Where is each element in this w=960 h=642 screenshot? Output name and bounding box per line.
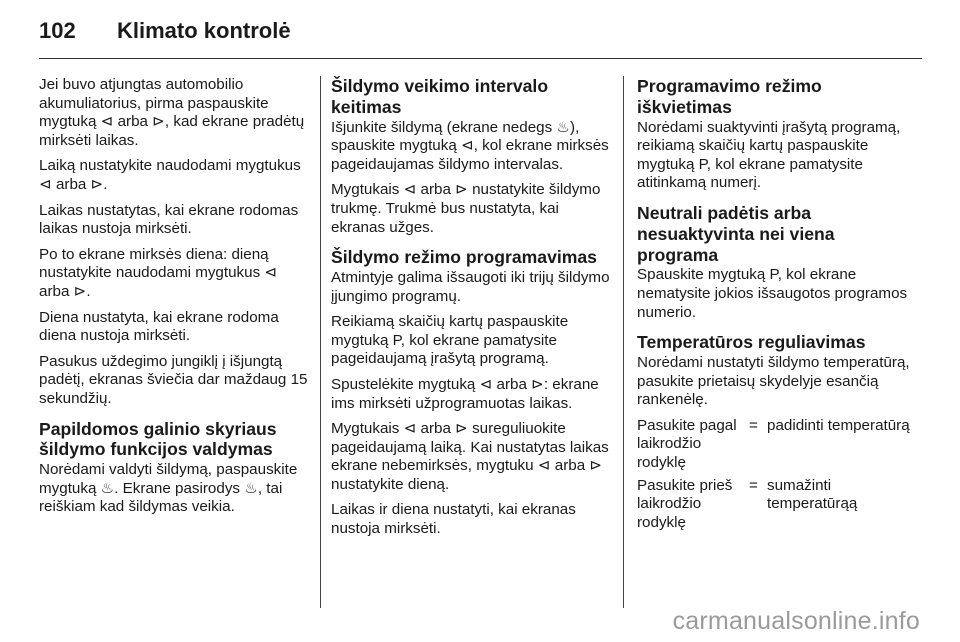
- section-heading: Papildomos galinio skyriaus šildymo funkcijos valdymas: [39, 418, 277, 460]
- paragraph: Išjunkite šildymą (ekrane nedegs ♨), spauskite mygtuką ⊲, kol ekrane mirksės pageidaujamas šildymo intervalas.: [331, 118, 609, 173]
- paragraph: Laiką nustatykite naudodami mygtukus ⊲ arba ⊳.: [39, 157, 301, 193]
- chapter-title: Klimato kontrolė: [117, 18, 291, 43]
- definition-list: [637, 417, 917, 533]
- paragraph: Laikas nustatytas, kai ekrane rodomas laikas nustoja mirksėti.: [39, 201, 299, 238]
- def-term: Pasukite pagal laikrodžio rodyklę: [637, 416, 737, 471]
- section-heading: Temperatūros reguliavimas: [637, 332, 866, 353]
- page-number: 102: [39, 18, 76, 43]
- section-heading: Programavimo režimo iškvietimas: [637, 76, 822, 117]
- def-term: Pasukite prieš laikrodžio rodyklę: [637, 476, 733, 531]
- page-header: [39, 18, 291, 48]
- paragraph: Norėdami suaktyvinti įrašytą programą, reikiamą skaičių kartų paspauskite mygtuką P, kol ekrane pamatysite atitinkamą numerį.: [637, 118, 901, 192]
- column-1: [39, 76, 311, 524]
- column-3: [637, 76, 917, 532]
- watermark: carmanualsonline.info: [672, 607, 920, 635]
- column-divider-2: [623, 76, 624, 608]
- paragraph: Atmintyje galima išsaugoti iki trijų šildymo įjungimo programų.: [331, 268, 610, 305]
- section-heading: Neutrali padėtis arba nesuaktyvinta nei viena programa: [637, 202, 835, 265]
- header-rule: [39, 58, 922, 59]
- paragraph: Spauskite mygtuką P, kol ekrane nematysite jokios išsaugotos programos numerio.: [637, 266, 908, 321]
- paragraph: Spustelėkite mygtuką ⊲ arba ⊳: ekrane ims mirksėti užprogramuotas laikas.: [331, 375, 599, 412]
- def-equals: =: [749, 416, 758, 434]
- paragraph: Mygtukais ⊲ arba ⊳ sureguliuokite pageidaujamą laiką. Kai nustatytas laikas ekrane nebemirksės, mygtuku ⊲ arba ⊳ nustatykite dieną.: [331, 420, 609, 493]
- def-description: sumažinti temperatūrąą: [767, 476, 858, 513]
- column-divider-1: [320, 76, 321, 608]
- paragraph: Reikiamą skaičių kartų paspauskite mygtuką P, kol ekrane pamatysite pageidaujamą įrašytą programą.: [331, 313, 569, 368]
- paragraph: Mygtukais ⊲ arba ⊳ nustatykite šildymo trukmę. Trukmė bus nustatyta, kai ekranas užges.: [331, 181, 601, 236]
- def-equals: =: [749, 476, 758, 494]
- paragraph: Laikas ir diena nustatyti, kai ekranas nustoja mirksėti.: [331, 501, 576, 538]
- section-heading: Šildymo režimo programavimas: [331, 247, 597, 268]
- paragraph: Pasukus uždegimo jungiklį į išjungtą padėtį, ekranas šviečia dar maždaug 15 sekundžių.: [39, 352, 308, 407]
- paragraph: Norėdami nustatyti šildymo temperatūrą, pasukite prietaisų skydelyje esančią rankenėlę.: [637, 353, 910, 409]
- paragraph: Norėdami valdyti šildymą, paspauskite mygtuką ♨. Ekrane pasirodys ♨, tai reiškiam kad šildymas veikia.: [39, 461, 298, 516]
- paragraph: Po to ekrane mirksės diena: dieną nustatykite naudodami mygtukus ⊲ arba ⊳.: [39, 245, 278, 300]
- paragraph: Jei buvo atjungtas automobilio akumuliatorius, pirma paspauskite mygtuką ⊲ arba ⊳, kad ekrane pradėtų mirksėti laikas.: [39, 76, 305, 149]
- paragraph: Diena nustatyta, kai ekrane rodoma diena nustoja mirksėti.: [39, 308, 279, 345]
- column-2: [331, 76, 611, 546]
- section-heading: Šildymo veikimo intervalo keitimas: [331, 76, 549, 117]
- def-description: padidinti temperatūrą: [767, 416, 910, 434]
